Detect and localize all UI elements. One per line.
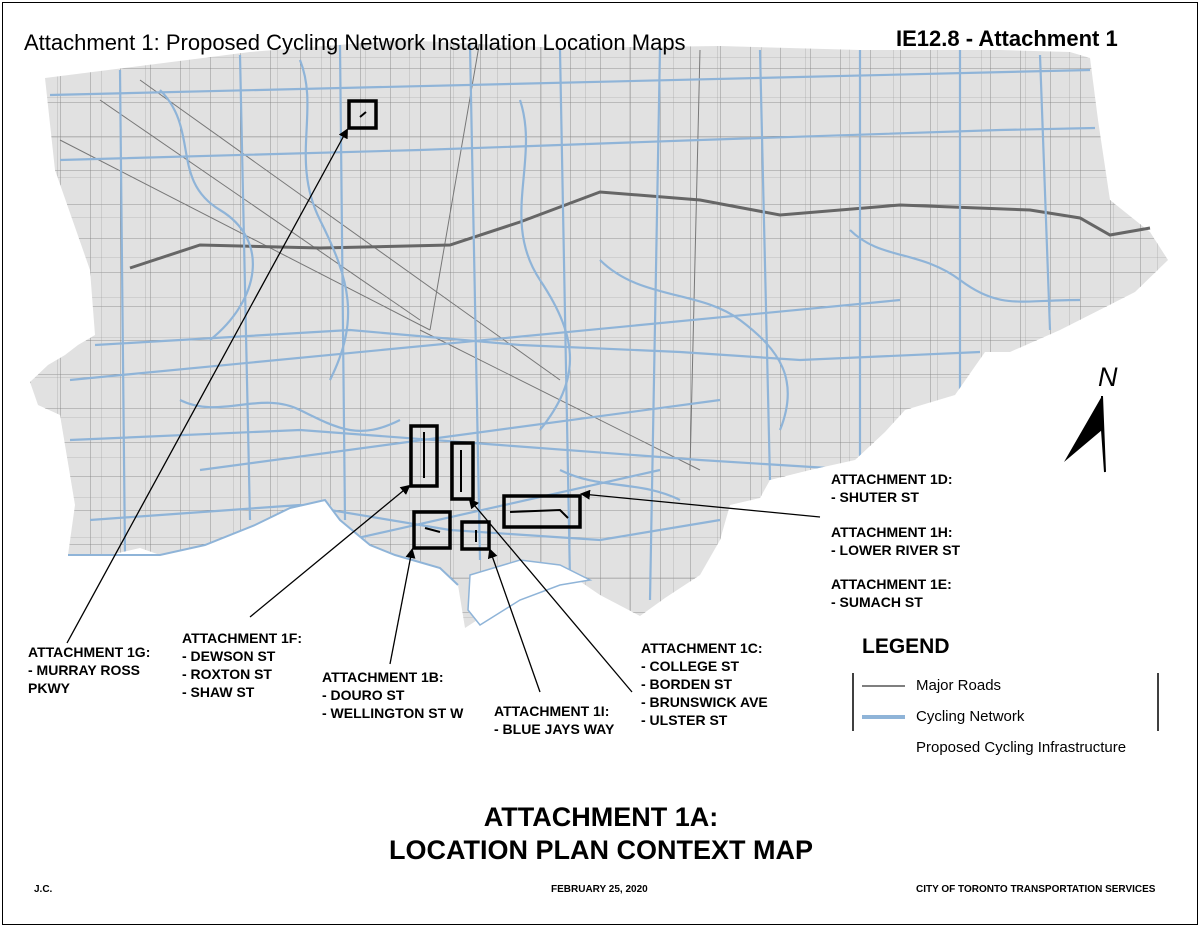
callout-1g[interactable]: ATTACHMENT 1G: - MURRAY ROSS PKWY — [28, 644, 151, 696]
callout-1i[interactable]: ATTACHMENT 1I: - BLUE JAYS WAY — [494, 703, 615, 737]
callout-1b[interactable]: ATTACHMENT 1B: - DOURO ST - WELLINGTON ST W — [322, 669, 464, 721]
callout-1d[interactable]: ATTACHMENT 1D: - SHUTER ST — [831, 471, 953, 505]
footer-org: CITY OF TORONTO TRANSPORTATION SERVICES — [916, 884, 1156, 895]
legend-title: LEGEND — [862, 635, 950, 658]
legend-major-roads: Major Roads — [916, 677, 1002, 694]
callout-1c[interactable]: ATTACHMENT 1C: - COLLEGE ST - BORDEN ST - BRUNSWICK AVE - ULSTER ST — [641, 640, 768, 728]
callout-1e[interactable]: ATTACHMENT 1E: - SUMACH ST — [831, 576, 952, 610]
legend-cycling-network: Cycling Network — [916, 708, 1025, 725]
main-title-line2: LOCATION PLAN CONTEXT MAP — [389, 835, 813, 865]
north-arrow-icon — [1064, 396, 1105, 472]
callout-1f[interactable]: ATTACHMENT 1F: - DEWSON ST - ROXTON ST - SHAW ST — [182, 630, 303, 700]
footer-initials: J.C. — [34, 884, 53, 895]
legend-proposed: Proposed Cycling Infrastructure — [916, 739, 1127, 756]
callout-1h[interactable]: ATTACHMENT 1H: - LOWER RIVER ST — [831, 524, 961, 558]
page-title: Attachment 1: Proposed Cycling Network Installation Location Maps — [24, 30, 686, 55]
attachment-id: IE12.8 - Attachment 1 — [896, 26, 1118, 51]
main-title-line1: ATTACHMENT 1A: — [483, 802, 719, 832]
north-label: N — [1098, 362, 1118, 392]
footer-date: FEBRUARY 25, 2020 — [551, 884, 648, 895]
